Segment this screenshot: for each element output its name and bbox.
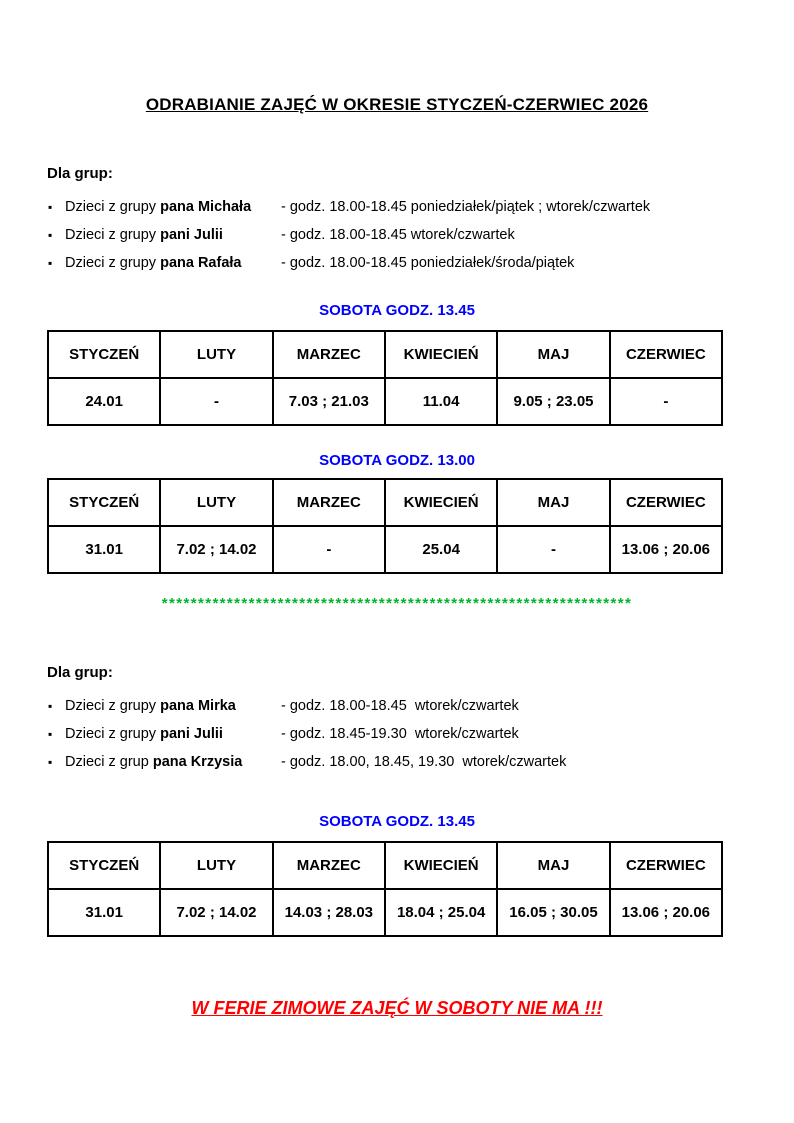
month-header: KWIECIEŃ — [385, 331, 497, 378]
table-row — [48, 889, 722, 936]
date-cell: 7.02 ; 14.02 — [160, 526, 272, 573]
section2-groups-list — [47, 696, 747, 772]
date-cell: 18.04 ; 25.04 — [385, 889, 497, 936]
group-schedule: - godz. 18.45-19.30 wtorek/czwartek — [281, 726, 519, 742]
group-label — [65, 253, 281, 273]
month-header: MARZEC — [273, 842, 385, 889]
month-header: STYCZEŃ — [48, 331, 160, 378]
list-item — [47, 724, 747, 744]
date-cell: - — [273, 526, 385, 573]
section1-groups-list — [47, 197, 747, 273]
month-header: MARZEC — [273, 479, 385, 526]
group-name: pana Mirka — [160, 698, 236, 714]
group-label — [65, 197, 281, 217]
date-cell: 24.01 — [48, 378, 160, 425]
month-header: MAJ — [497, 842, 609, 889]
winter-break-warning: W FERIE ZIMOWE ZAJĘĆ W SOBOTY NIE MA !!! — [191, 998, 603, 1018]
group-prefix: Dzieci z grupy — [65, 255, 161, 271]
month-header: CZERWIEC — [610, 842, 722, 889]
table-header-row — [48, 842, 722, 889]
table1-heading: SOBOTA GODZ. 13.45 — [319, 302, 475, 319]
date-cell: 14.03 ; 28.03 — [273, 889, 385, 936]
section2-label: Dla grup: — [47, 664, 113, 681]
month-header: LUTY — [160, 331, 272, 378]
list-item — [47, 696, 747, 716]
date-cell: 9.05 ; 23.05 — [497, 378, 609, 425]
date-cell: - — [497, 526, 609, 573]
date-cell: - — [160, 378, 272, 425]
group-schedule: - godz. 18.00-18.45 wtorek/czwartek — [281, 227, 515, 243]
month-header: LUTY — [160, 479, 272, 526]
asterisk-divider: ***************************************************************** — [161, 595, 633, 612]
group-schedule: - godz. 18.00-18.45 wtorek/czwartek — [281, 698, 519, 714]
month-header: KWIECIEŃ — [385, 479, 497, 526]
month-header: KWIECIEŃ — [385, 842, 497, 889]
group-name: pana Krzysia — [152, 754, 243, 770]
table-header-row — [48, 331, 722, 378]
page-title: ODRABIANIE ZAJĘĆ W OKRESIE STYCZEŃ-CZERWIEC 2026 — [145, 95, 649, 114]
month-header: MARZEC — [273, 331, 385, 378]
group-prefix: Dzieci z grup — [65, 754, 153, 770]
list-item — [47, 253, 747, 273]
date-cell: 31.01 — [48, 889, 160, 936]
group-label — [65, 696, 281, 716]
group-prefix: Dzieci z grupy — [65, 227, 161, 243]
section1-label: Dla grup: — [47, 165, 113, 182]
date-cell: 7.03 ; 21.03 — [273, 378, 385, 425]
group-name: pani Julii — [160, 726, 223, 742]
date-cell: - — [610, 378, 722, 425]
schedule-table-1345-a — [47, 330, 723, 426]
month-header: STYCZEŃ — [48, 479, 160, 526]
date-cell: 13.06 ; 20.06 — [610, 889, 722, 936]
date-cell: 25.04 — [385, 526, 497, 573]
table2-heading: SOBOTA GODZ. 13.00 — [319, 452, 475, 469]
group-name: pani Julii — [160, 227, 223, 243]
group-label — [65, 752, 281, 772]
list-item — [47, 752, 747, 772]
date-cell: 31.01 — [48, 526, 160, 573]
group-label — [65, 225, 281, 245]
month-header: CZERWIEC — [610, 479, 722, 526]
table-header-row — [48, 479, 722, 526]
group-name: pana Rafała — [160, 255, 242, 271]
date-cell: 13.06 ; 20.06 — [610, 526, 722, 573]
date-cell: 16.05 ; 30.05 — [497, 889, 609, 936]
month-header: STYCZEŃ — [48, 842, 160, 889]
table-row — [48, 378, 722, 425]
group-prefix: Dzieci z grupy — [65, 726, 161, 742]
table-row — [48, 526, 722, 573]
list-item — [47, 225, 747, 245]
date-cell: 7.02 ; 14.02 — [160, 889, 272, 936]
group-prefix: Dzieci z grupy — [65, 199, 161, 215]
schedule-table-1345-b — [47, 841, 723, 937]
table3-heading: SOBOTA GODZ. 13.45 — [319, 813, 475, 830]
month-header: CZERWIEC — [610, 331, 722, 378]
group-schedule: - godz. 18.00, 18.45, 19.30 wtorek/czwartek — [281, 754, 567, 770]
group-name: pana Michała — [160, 199, 252, 215]
group-schedule: - godz. 18.00-18.45 poniedziałek/piątek ; wtorek/czwartek — [281, 199, 651, 215]
schedule-table-1300 — [47, 478, 723, 574]
group-label — [65, 724, 281, 744]
document-content — [47, 0, 747, 1019]
month-header: LUTY — [160, 842, 272, 889]
list-item — [47, 197, 747, 217]
month-header: MAJ — [497, 331, 609, 378]
group-prefix: Dzieci z grupy — [65, 698, 161, 714]
month-header: MAJ — [497, 479, 609, 526]
group-schedule: - godz. 18.00-18.45 poniedziałek/środa/piątek — [281, 255, 575, 271]
date-cell: 11.04 — [385, 378, 497, 425]
